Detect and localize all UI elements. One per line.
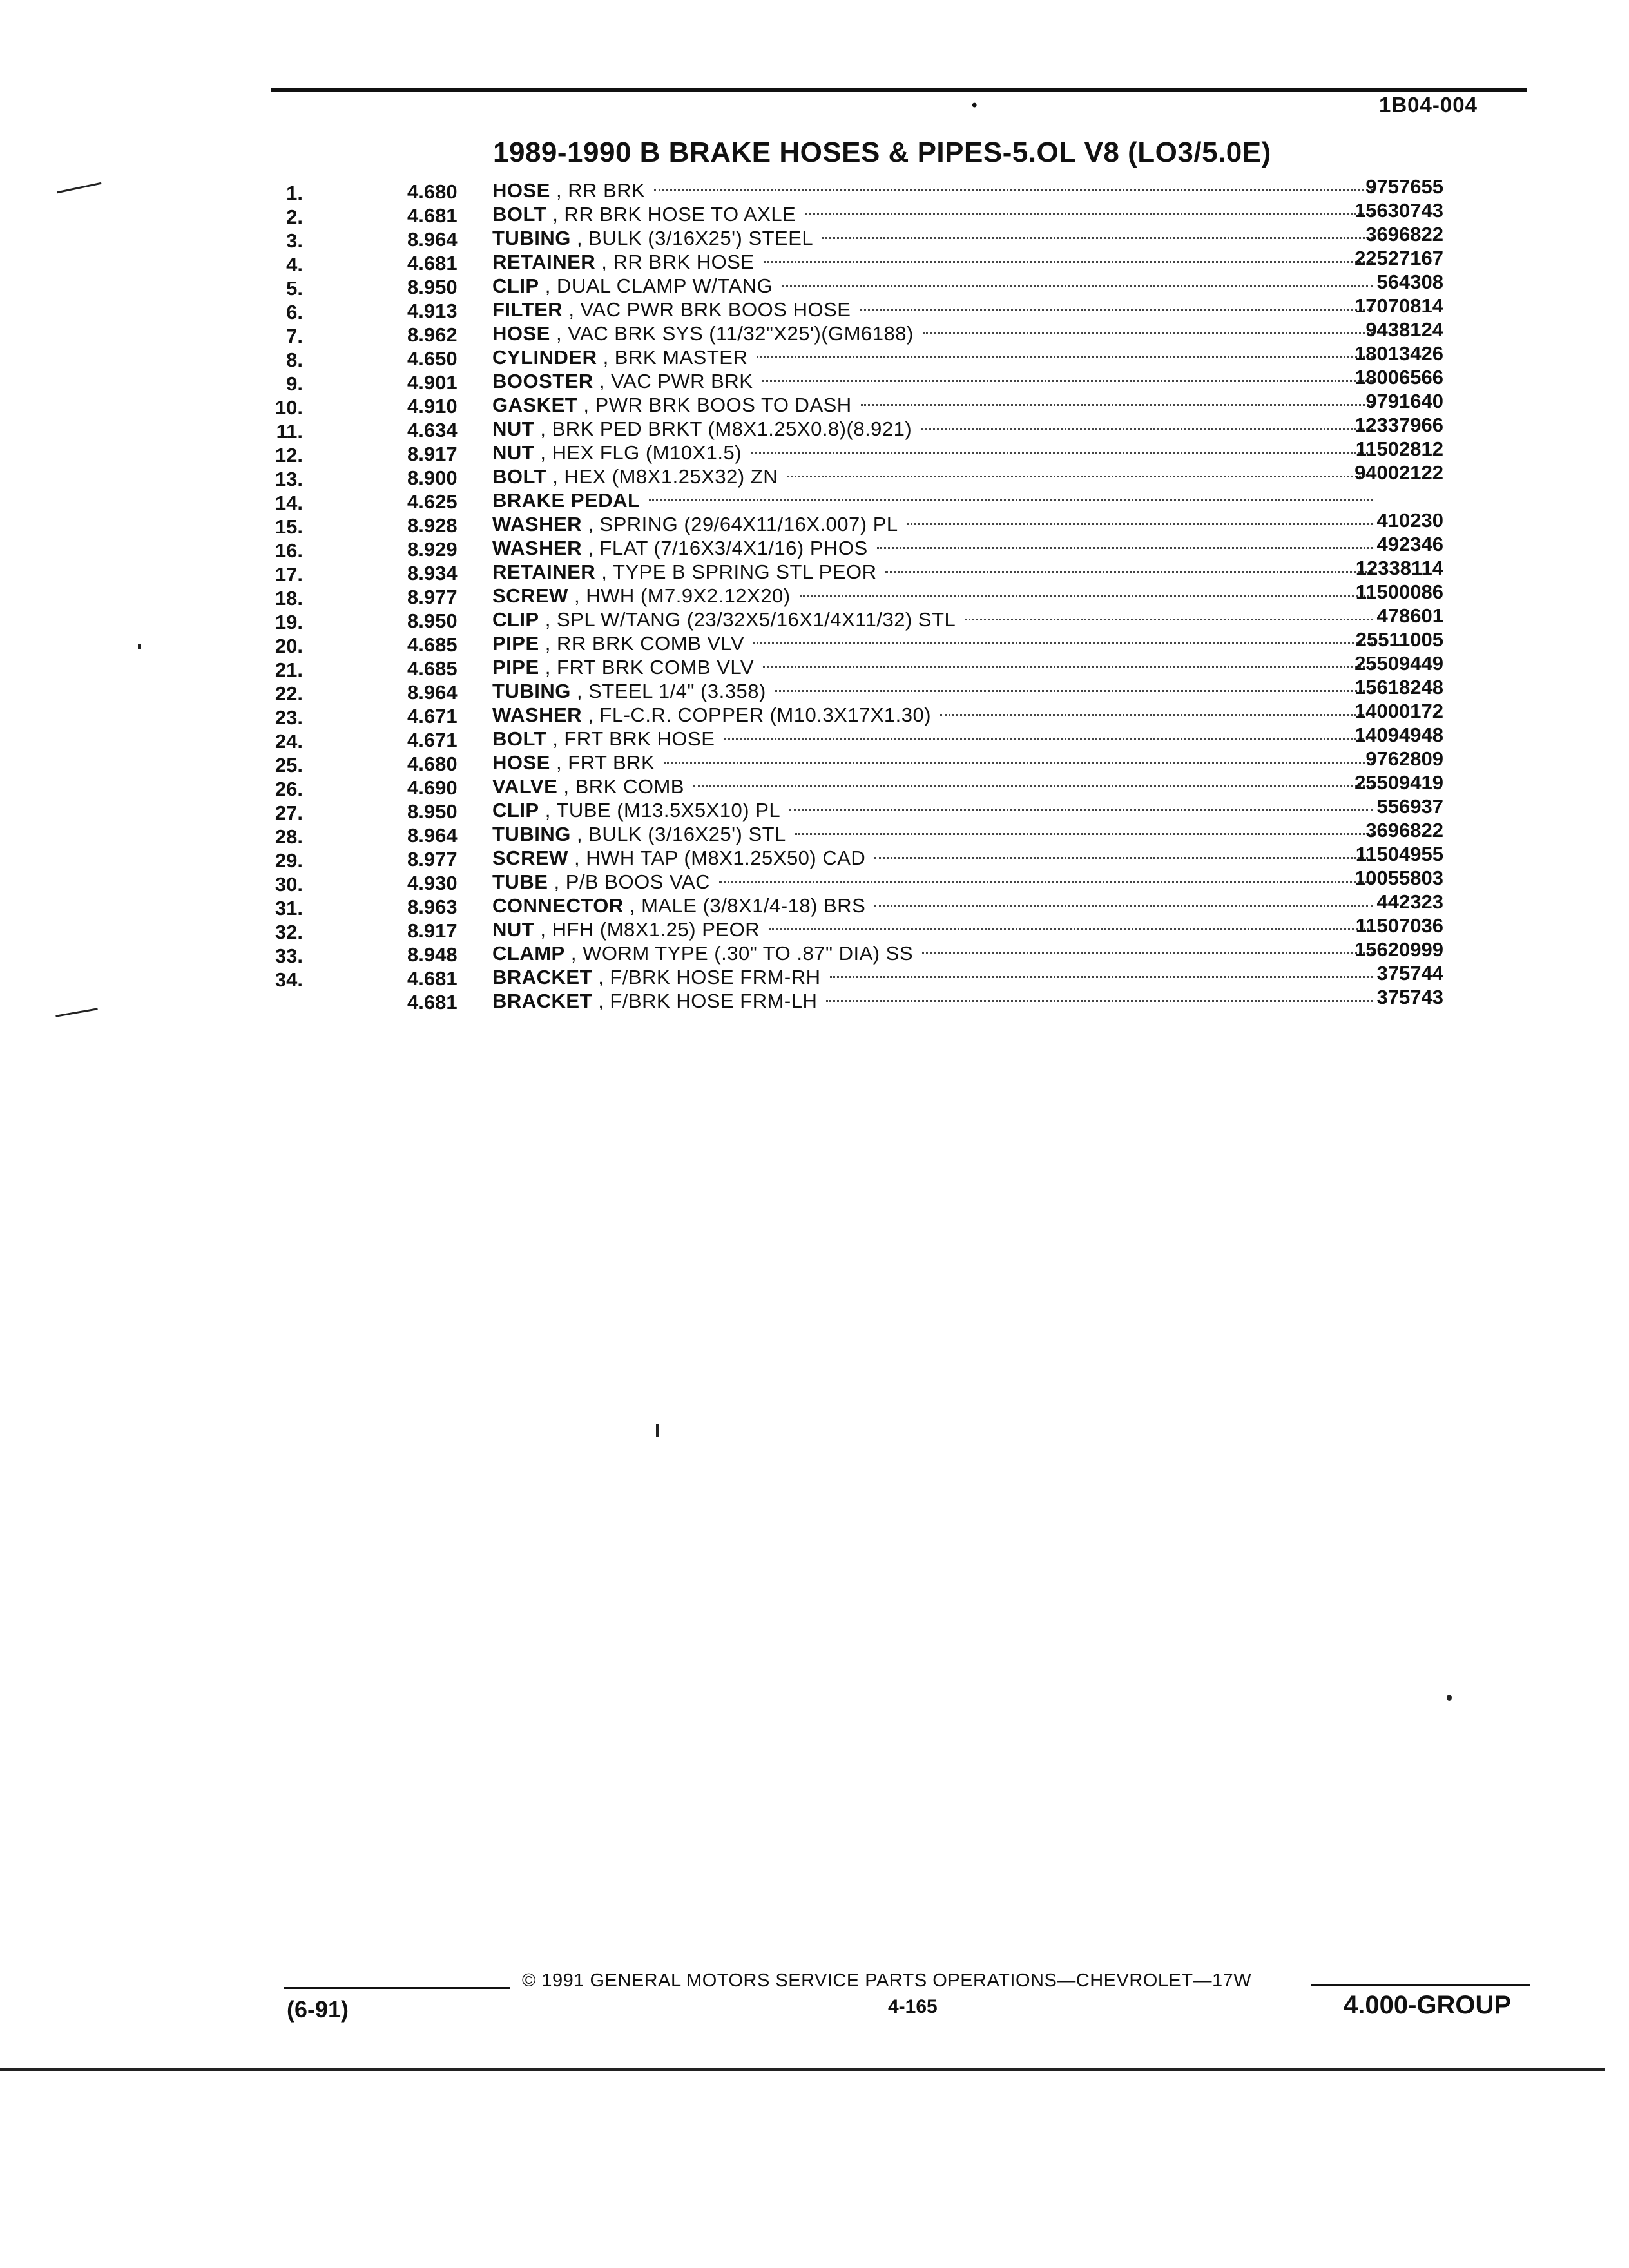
dot-leader	[787, 476, 1373, 477]
dot-leader	[907, 523, 1373, 525]
ref-number: 4.	[286, 253, 303, 276]
part-name: SCREW	[492, 847, 568, 869]
part-number: 3696822	[1365, 223, 1443, 245]
part-name: CLAMP	[492, 942, 565, 965]
table-row	[0, 890, 1547, 919]
group-number: 4.634	[407, 419, 458, 441]
page-title: 1989-1990 B BRAKE HOSES & PIPES-5.OL V8 (LO3/5.0E)	[493, 137, 1271, 168]
part-number: 15630743	[1354, 199, 1443, 222]
table-row	[0, 604, 1547, 633]
part-spec: , FLAT (7/16X3/4X1/16) PHOS	[588, 537, 868, 559]
part-spec: , HFH (M8X1.25) PEOR	[540, 918, 760, 941]
group-number: 8.977	[407, 848, 458, 870]
group-label: 4.000-GROUP	[1344, 1991, 1512, 2019]
part-name: BOLT	[492, 465, 547, 488]
part-name: WASHER	[492, 513, 583, 535]
group-number: 4.671	[407, 729, 458, 751]
dot-leader	[724, 738, 1373, 740]
part-spec: , BRK COMB	[563, 775, 684, 798]
part-spec: , VAC PWR BRK	[599, 370, 753, 392]
part-spec: , FRT BRK	[555, 751, 655, 774]
table-row	[0, 318, 1547, 347]
table-row	[0, 700, 1547, 729]
ref-number: 26.	[275, 778, 303, 800]
ref-number: 9.	[286, 372, 303, 395]
part-name: WASHER	[492, 537, 583, 559]
part-number: 478601	[1376, 604, 1443, 627]
ref-number: 24.	[275, 730, 303, 753]
table-row	[0, 366, 1547, 395]
dot-leader	[795, 833, 1373, 835]
ref-number: 11.	[276, 420, 303, 443]
group-number: 8.963	[407, 896, 458, 918]
group-number: 4.680	[407, 753, 458, 775]
table-row	[0, 652, 1547, 681]
ref-number: 1.	[286, 182, 303, 204]
part-name: VALVE	[492, 775, 558, 798]
group-number: 4.681	[407, 991, 458, 1014]
part-number: 15618248	[1354, 676, 1443, 698]
dot-leader	[877, 547, 1373, 549]
part-spec: , BRK MASTER	[602, 346, 748, 369]
dot-leader	[965, 619, 1373, 620]
part-spec: , HEX (M8X1.25X32) ZN	[552, 465, 778, 488]
part-spec: , HWH TAP (M8X1.25X50) CAD	[574, 847, 866, 869]
ref-number: 31.	[275, 897, 303, 919]
part-name: TUBING	[492, 680, 571, 702]
group-number: 4.650	[407, 347, 458, 370]
page-code: 1B04-004	[1379, 93, 1478, 117]
dot-leader	[775, 690, 1373, 692]
scan-speck	[656, 1424, 659, 1437]
ref-number: 14.	[275, 492, 303, 514]
table-row	[0, 557, 1547, 586]
binder-mark	[55, 1008, 98, 1017]
group-number: 8.962	[407, 323, 458, 346]
part-number: 17070814	[1354, 294, 1443, 317]
table-row	[0, 342, 1547, 371]
scan-speck	[138, 644, 141, 649]
part-spec: , DUAL CLAMP W/TANG	[545, 274, 773, 297]
group-number: 8.964	[407, 681, 458, 704]
group-number: 8.964	[407, 824, 458, 847]
part-number: 11502812	[1355, 437, 1443, 460]
dot-leader	[800, 595, 1373, 597]
group-number: 4.681	[407, 967, 458, 990]
table-row	[0, 867, 1547, 896]
group-number: 8.917	[407, 443, 458, 465]
part-number: 442323	[1376, 890, 1443, 913]
part-number: 11500086	[1355, 581, 1443, 603]
ref-number: 15.	[275, 515, 303, 538]
dot-leader	[940, 714, 1373, 716]
group-number: 4.680	[407, 180, 458, 203]
part-number: 9762809	[1365, 747, 1443, 770]
part-number: 564308	[1376, 271, 1443, 293]
part-spec: , RR BRK COMB VLV	[545, 632, 745, 655]
part-name: CLIP	[492, 274, 539, 297]
dot-leader	[874, 857, 1373, 859]
table-row	[0, 581, 1547, 610]
part-name: PIPE	[492, 656, 539, 678]
part-name: BRACKET	[492, 966, 593, 988]
group-number: 4.625	[407, 490, 458, 513]
part-spec: , MALE (3/8X1/4-18) BRS	[629, 894, 866, 917]
part-name: TUBING	[492, 823, 571, 845]
part-name: HOSE	[492, 751, 550, 774]
group-number: 4.685	[407, 633, 458, 656]
table-row	[0, 461, 1547, 490]
part-number: 11504955	[1355, 843, 1443, 865]
dot-leader	[654, 189, 1373, 191]
table-row	[0, 843, 1547, 872]
part-number: 14000172	[1354, 700, 1443, 722]
table-row	[0, 437, 1547, 466]
ref-number: 34.	[275, 968, 303, 991]
ref-number: 32.	[275, 921, 303, 943]
part-spec: , FL-C.R. COPPER (M10.3X17X1.30)	[588, 704, 932, 726]
part-name: CLIP	[492, 799, 539, 822]
part-name: BRACKET	[492, 990, 593, 1012]
part-spec: , HEX FLG (M10X1.5)	[540, 441, 742, 464]
part-number: 12337966	[1354, 414, 1443, 436]
part-spec: , PWR BRK BOOS TO DASH	[583, 394, 852, 416]
group-number: 4.685	[407, 657, 458, 680]
dot-leader	[860, 309, 1373, 311]
part-number: 25509449	[1354, 652, 1443, 675]
ref-number: 23.	[275, 706, 303, 729]
dot-leader	[719, 881, 1373, 883]
ref-number: 12.	[275, 444, 303, 466]
table-row	[0, 914, 1547, 943]
part-spec: , FRT BRK HOSE	[552, 727, 715, 750]
part-spec: , BULK (3/16X25') STEEL	[576, 227, 814, 249]
dot-leader	[922, 952, 1373, 954]
part-spec: , SPL W/TANG (23/32X5/16X1/4X11/32) STL	[545, 608, 956, 631]
part-spec: , VAC PWR BRK BOOS HOSE	[568, 298, 851, 321]
dot-leader	[861, 404, 1373, 406]
part-number: 9757655	[1365, 175, 1443, 198]
part-spec: , F/BRK HOSE FRM-LH	[598, 990, 818, 1012]
part-spec: , SPRING (29/64X11/16X.007) PL	[588, 513, 898, 535]
header-bullet-mark: •	[972, 97, 978, 114]
ref-number: 5.	[286, 277, 303, 300]
part-name: BRAKE PEDAL	[492, 489, 641, 512]
dot-leader	[789, 809, 1373, 811]
ref-number: 27.	[275, 802, 303, 824]
footer-rule-right	[1311, 1984, 1530, 1986]
dot-leader	[649, 499, 1373, 501]
part-number: 556937	[1376, 795, 1443, 818]
table-row	[0, 938, 1547, 967]
part-number: 10055803	[1354, 867, 1443, 889]
table-row	[0, 509, 1547, 538]
part-name: TUBING	[492, 227, 571, 249]
dot-leader	[751, 452, 1373, 454]
group-number: 4.901	[407, 371, 458, 394]
part-name: RETAINER	[492, 251, 596, 273]
part-spec: , F/BRK HOSE FRM-RH	[598, 966, 821, 988]
group-number: 4.681	[407, 204, 458, 227]
group-number: 8.928	[407, 514, 458, 537]
part-number: 410230	[1376, 509, 1443, 532]
group-number: 8.934	[407, 562, 458, 584]
ref-number: 18.	[275, 587, 303, 610]
part-number: 3696822	[1365, 819, 1443, 841]
group-number: 4.910	[407, 395, 458, 418]
dot-leader	[826, 1000, 1373, 1002]
ref-number: 6.	[286, 301, 303, 323]
dot-leader	[822, 237, 1373, 239]
part-spec: , TYPE B SPRING STL PEOR	[601, 561, 877, 583]
part-number: 25511005	[1355, 628, 1443, 651]
table-row	[0, 771, 1547, 800]
table-row	[0, 795, 1547, 824]
group-number: 4.690	[407, 776, 458, 799]
part-name: WASHER	[492, 704, 583, 726]
dot-leader	[693, 785, 1373, 787]
part-number: 492346	[1376, 533, 1443, 555]
dot-leader	[830, 976, 1373, 978]
part-name: BOOSTER	[492, 370, 593, 392]
ref-number: 21.	[275, 658, 303, 681]
table-row	[0, 819, 1547, 848]
part-name: SCREW	[492, 584, 568, 607]
table-row	[0, 414, 1547, 443]
part-number: 22527167	[1354, 247, 1443, 269]
part-spec: , P/B BOOS VAC	[554, 870, 710, 893]
dot-leader	[763, 666, 1373, 668]
group-number: 8.929	[407, 538, 458, 561]
ref-number: 8.	[286, 349, 303, 371]
part-name: GASKET	[492, 394, 578, 416]
part-name: BOLT	[492, 203, 547, 226]
ref-number: 25.	[275, 754, 303, 776]
dot-leader	[874, 905, 1373, 907]
table-row	[0, 485, 1547, 514]
ref-number: 30.	[275, 873, 303, 896]
part-number: 9438124	[1365, 318, 1443, 341]
table-row	[0, 271, 1547, 300]
part-name: NUT	[492, 441, 535, 464]
table-row	[0, 628, 1547, 657]
ref-number: 7.	[286, 325, 303, 347]
part-number: 15620999	[1354, 938, 1443, 961]
table-row	[0, 199, 1547, 228]
group-number: 8.950	[407, 800, 458, 823]
group-number: 8.977	[407, 586, 458, 608]
group-number: 8.950	[407, 610, 458, 632]
footer-copyright: © 1991 GENERAL MOTORS SERVICE PARTS OPERATIONS—CHEVROLET—17W	[522, 1970, 1252, 1991]
part-number: 25509419	[1354, 771, 1443, 794]
ref-number: 16.	[275, 539, 303, 562]
ref-number: 19.	[275, 611, 303, 633]
table-row	[0, 533, 1547, 562]
ref-number: 2.	[286, 206, 303, 228]
group-number: 4.930	[407, 872, 458, 894]
part-spec: , TUBE (M13.5X5X10) PL	[545, 799, 781, 822]
table-row	[0, 175, 1547, 204]
ref-number: 29.	[275, 849, 303, 872]
table-row	[0, 247, 1547, 276]
group-number: 4.681	[407, 252, 458, 274]
part-number: 11507036	[1355, 914, 1443, 937]
part-spec: , RR BRK HOSE TO AXLE	[552, 203, 796, 226]
part-number: 375744	[1376, 962, 1443, 985]
table-row	[0, 294, 1547, 323]
revision-date: (6-91)	[287, 1996, 349, 2023]
group-number: 8.900	[407, 466, 458, 489]
group-number: 4.671	[407, 705, 458, 727]
group-number: 8.948	[407, 943, 458, 966]
page-number: 4-165	[888, 1996, 938, 2017]
part-name: BOLT	[492, 727, 547, 750]
ref-number: 22.	[275, 682, 303, 705]
part-spec: , VAC BRK SYS (11/32"X25')(GM6188)	[555, 322, 914, 345]
part-number: 18013426	[1354, 342, 1443, 365]
part-spec: , BULK (3/16X25') STL	[576, 823, 786, 845]
part-name: HOSE	[492, 322, 550, 345]
ref-number: 33.	[275, 945, 303, 967]
part-spec: , STEEL 1/4" (3.358)	[576, 680, 766, 702]
part-name: CYLINDER	[492, 346, 597, 369]
part-spec: , HWH (M7.9X2.12X20)	[574, 584, 791, 607]
part-number: 94002122	[1354, 461, 1443, 484]
part-name: FILTER	[492, 298, 563, 321]
part-description	[492, 990, 817, 1013]
group-number: 8.950	[407, 276, 458, 298]
dot-leader	[664, 762, 1373, 764]
part-number: 12338114	[1355, 557, 1443, 579]
part-name: RETAINER	[492, 561, 596, 583]
part-name: NUT	[492, 918, 535, 941]
part-number: 9791640	[1365, 390, 1443, 412]
dot-leader	[923, 332, 1373, 334]
header-rule	[271, 88, 1527, 92]
dot-leader	[764, 261, 1373, 263]
group-number: 4.913	[407, 300, 458, 322]
table-row	[0, 724, 1547, 753]
part-spec: , RR BRK	[555, 179, 646, 202]
footer-rule-left	[284, 1987, 510, 1989]
part-spec: , RR BRK HOSE	[601, 251, 755, 273]
group-number: 8.964	[407, 228, 458, 251]
dot-leader	[762, 380, 1373, 382]
table-row	[0, 676, 1547, 705]
group-number: 8.917	[407, 919, 458, 942]
ref-number: 28.	[275, 825, 303, 848]
dot-leader	[782, 285, 1373, 287]
dot-leader	[885, 571, 1373, 573]
part-number: 18006566	[1354, 366, 1443, 389]
table-row	[0, 223, 1547, 252]
dot-leader	[769, 928, 1373, 930]
part-spec: , BRK PED BRKT (M8X1.25X0.8)(8.921)	[540, 418, 912, 440]
ref-number: 10.	[275, 396, 303, 419]
dot-leader	[753, 642, 1373, 644]
ref-number: 3.	[286, 229, 303, 252]
part-number: 14094948	[1354, 724, 1443, 746]
part-number: 375743	[1376, 986, 1443, 1008]
table-row	[0, 390, 1547, 419]
ref-number: 20.	[275, 635, 303, 657]
bottom-rule	[0, 2068, 1605, 2071]
scan-speck	[1447, 1695, 1452, 1701]
table-row	[0, 747, 1547, 776]
ref-number: 17.	[275, 563, 303, 586]
table-row	[0, 986, 1547, 1014]
part-name: NUT	[492, 418, 535, 440]
table-row	[0, 962, 1547, 991]
part-name: CONNECTOR	[492, 894, 624, 917]
part-spec: , FRT BRK COMB VLV	[545, 656, 755, 678]
dot-leader	[805, 213, 1373, 215]
part-spec: , WORM TYPE (.30" TO .87" DIA) SS	[570, 942, 914, 965]
part-name: CLIP	[492, 608, 539, 631]
part-name: HOSE	[492, 179, 550, 202]
part-name: PIPE	[492, 632, 539, 655]
dot-leader	[757, 356, 1373, 358]
part-name: TUBE	[492, 870, 548, 893]
dot-leader	[921, 428, 1373, 430]
ref-number: 13.	[275, 468, 303, 490]
